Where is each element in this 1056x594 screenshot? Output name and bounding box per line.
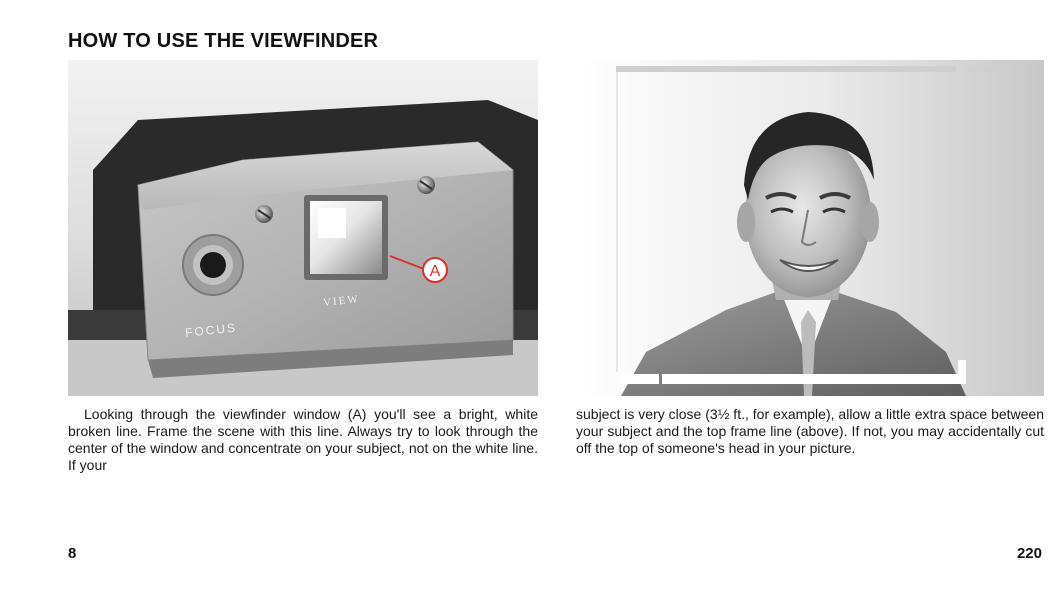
viewfinder-view-photo bbox=[576, 60, 1044, 396]
callout-a-label: A bbox=[429, 263, 441, 280]
view-label: VIEW bbox=[322, 293, 361, 310]
page-number-right: 220 bbox=[1016, 545, 1042, 562]
viewfinder-photo bbox=[68, 60, 538, 396]
caption-right: subject is very close (3½ ft., for example), allow a little extra space between your subject and the top frame line (above). If not, you may accidentally cut off the top of someone's head in your picture. bbox=[576, 406, 1044, 456]
frame-line-bottom bbox=[621, 374, 659, 384]
page-title: HOW TO USE THE VIEWFINDER bbox=[68, 30, 379, 52]
frame-line-top bbox=[616, 66, 956, 72]
focus-label: FOCUS bbox=[184, 320, 238, 340]
page-number-left: 8 bbox=[68, 545, 77, 562]
caption-left: Looking through the viewfinder window (A) you'll see a bright, white broken line. Frame the scene with this line. Always try to look through the center of the window and concentrate on your subject, not on the white line. If your bbox=[68, 406, 538, 473]
